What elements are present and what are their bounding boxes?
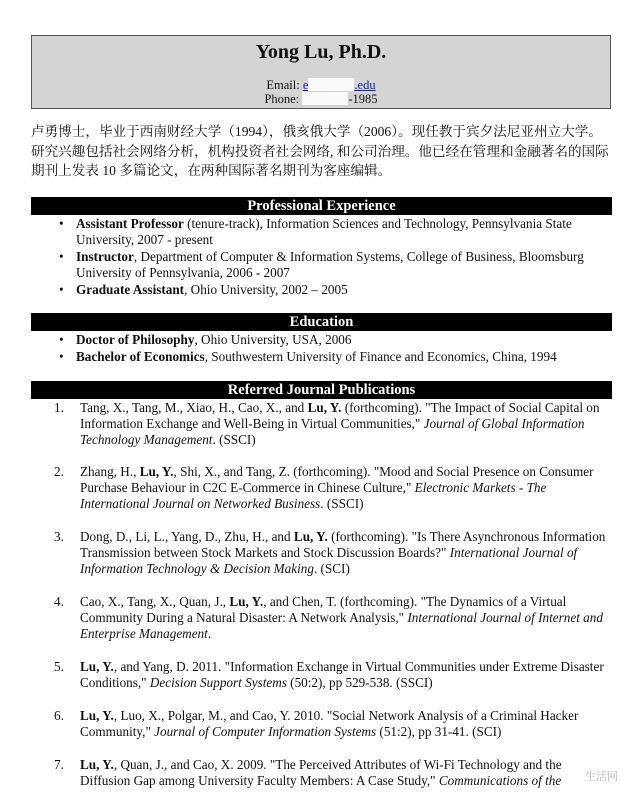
publication-highlight-author: Lu, Y. bbox=[293, 529, 328, 544]
email-suffix: .edu bbox=[354, 78, 376, 92]
experience-detail: (tenure-track), Information Sciences and Technology, Pennsylvania State University, 2007 - present bbox=[76, 216, 572, 247]
phone-label: Phone: bbox=[264, 92, 300, 106]
phone-line bbox=[32, 92, 610, 106]
experience-role: Assistant Professor bbox=[76, 216, 184, 231]
publication-journal: International Journal of Information Technology & Decision Making bbox=[80, 545, 578, 577]
publication-number: 3. bbox=[54, 529, 64, 544]
education-detail: , Ohio University, USA, 2006 bbox=[194, 332, 352, 347]
publication-title: , Shi, X., and Tang, Z. (forthcoming). "Mood and Social Presence on Consumer Purchase Behaviour in C2C E-Commerce in Chinese Culture," bbox=[80, 464, 594, 496]
publication-highlight-author: Lu, Y. bbox=[139, 464, 174, 479]
publication-tail: (51:2), pp 31-41. (SCI) bbox=[376, 724, 502, 740]
publication-title: (forthcoming). "The Impact of Social Capital on Information Exchange and Well-Being in Virtual Communities," bbox=[80, 400, 600, 432]
publication-authors: Zhang, H., bbox=[80, 464, 140, 479]
experience-item bbox=[31, 216, 611, 248]
publication-item bbox=[31, 659, 611, 691]
publication-tail: . bbox=[207, 626, 212, 642]
section-title-publications: Referred Journal Publications bbox=[31, 381, 612, 399]
publication-journal: Journal of Global Information Technology Management bbox=[80, 416, 585, 448]
candidate-name: Yong Lu, Ph.D. bbox=[255, 41, 387, 63]
publication-highlight-author: Lu, Y. bbox=[80, 659, 114, 674]
experience-item bbox=[31, 282, 611, 298]
publication-highlight-author: Lu, Y. bbox=[229, 594, 264, 609]
publication-item bbox=[31, 708, 611, 740]
publication-number: 6. bbox=[54, 708, 64, 723]
email-line bbox=[32, 78, 610, 92]
publication-item bbox=[31, 594, 611, 643]
publication-item bbox=[31, 400, 611, 449]
publication-item bbox=[31, 464, 611, 513]
publication-journal: Electronic Markets - The International Journal on Networked Business bbox=[80, 480, 547, 512]
email-redaction bbox=[308, 78, 354, 91]
publication-journal: Decision Support Systems bbox=[149, 675, 287, 691]
experience-item bbox=[31, 249, 611, 281]
phone-redaction bbox=[302, 92, 348, 105]
email-label: Email: bbox=[266, 78, 300, 92]
publication-title: (forthcoming). "Is There Asynchronous Information Transmission between Stock Markets and Stock Discussion Boards?" bbox=[80, 529, 606, 561]
publication-journal: Communications of the bbox=[438, 773, 562, 789]
education-list bbox=[31, 332, 611, 366]
experience-detail: , Department of Computer & Information Systems, College of Business, Bloomsburg University of Pennsylvania, 2006 - 2007 bbox=[76, 249, 584, 280]
publication-authors: Dong, D., Li, L., Yang, D., Zhu, H., and bbox=[80, 529, 294, 544]
publication-tail: . (SSCI) bbox=[212, 432, 256, 448]
publication-highlight-author: Lu, Y. bbox=[307, 400, 342, 415]
education-item bbox=[31, 332, 611, 348]
publication-number: 4. bbox=[54, 594, 64, 609]
publication-title: , Luo, X., Polgar, M., and Cao, Y. 2010. "Social Network Analysis of a Criminal Hacker Community," bbox=[80, 708, 579, 740]
header-box bbox=[31, 35, 611, 109]
email-prefix: e bbox=[302, 78, 309, 92]
publication-journal: Journal of Computer Information Systems bbox=[154, 724, 377, 740]
publication-title: , and Chen, T. (forthcoming). "The Dynamics of a Virtual Community During a Natural Disaster: A Network Analysis," bbox=[80, 594, 567, 626]
publication-number: 5. bbox=[54, 659, 64, 674]
phone-suffix: -1985 bbox=[348, 92, 378, 106]
section-title-experience: Professional Experience bbox=[31, 197, 612, 215]
publication-tail: . (SCI) bbox=[313, 561, 350, 577]
publication-authors: Cao, X., Tang, X., Quan, J., bbox=[80, 594, 230, 609]
experience-detail: , Ohio University, 2002 – 2005 bbox=[184, 282, 348, 297]
publication-item bbox=[31, 529, 611, 578]
watermark-logo: 生活网 bbox=[585, 770, 618, 783]
bio-paragraph: 卢勇博士，毕业于西南财经大学（1994），俄亥俄大学（2006）。现任教于宾夕法尼亚州立大学。研究兴趣包括社会网络分析，机构投资者社会网络, 和公司治理。他已经在管理和金融著名的国际期刊上发表 10 多篇论文，在两种国际著名期刊为客座编辑。 bbox=[31, 124, 609, 178]
publication-tail: (50:2), pp 529-538. (SSCI) bbox=[286, 675, 433, 691]
email-link[interactable] bbox=[303, 78, 376, 92]
publication-title: , and Yang, D. 2011. "Information Exchange in Virtual Communities under Extreme Disaster Conditions," bbox=[80, 659, 604, 691]
education-degree: Bachelor of Economics bbox=[76, 349, 205, 364]
publication-journal: International Journal of Internet and Enterprise Management bbox=[80, 610, 603, 642]
publication-highlight-author: Lu, Y. bbox=[80, 708, 114, 723]
experience-role: Instructor bbox=[76, 249, 134, 264]
education-detail: , Southwestern University of Finance and Economics, China, 1994 bbox=[204, 349, 557, 364]
education-item bbox=[31, 349, 611, 365]
education-degree: Doctor of Philosophy bbox=[76, 332, 195, 347]
publication-item bbox=[31, 757, 611, 789]
publication-title: , Quan, J., and Cao, X. 2009. "The Perceived Attributes of Wi-Fi Technology and the Diffusion Gap among University Faculty Members: A Case Study," bbox=[80, 757, 562, 789]
publication-tail: . (SSCI) bbox=[320, 496, 364, 512]
publication-number: 2. bbox=[54, 464, 64, 479]
publication-number: 1. bbox=[54, 400, 64, 415]
experience-list bbox=[31, 216, 611, 299]
publication-number: 7. bbox=[54, 757, 64, 772]
publication-highlight-author: Lu, Y. bbox=[80, 757, 114, 772]
section-title-education: Education bbox=[31, 313, 612, 331]
experience-role: Graduate Assistant bbox=[76, 282, 185, 297]
publication-authors: Tang, X., Tang, M., Xiao, H., Cao, X., and bbox=[80, 400, 308, 415]
